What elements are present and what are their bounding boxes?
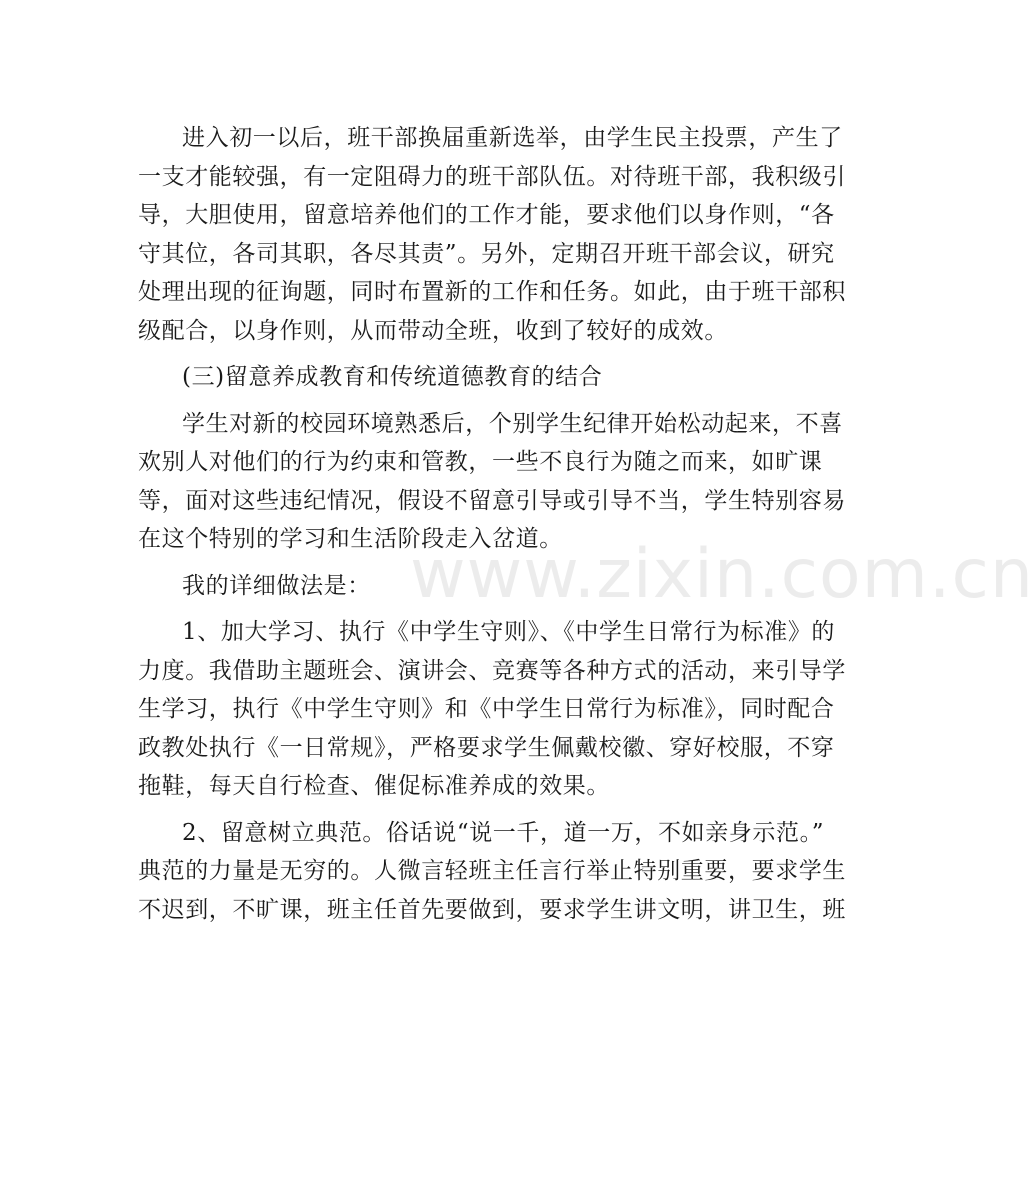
text-line: 学生对新的校园环境熟悉后，个别学生纪律开始松动起来，不喜	[182, 410, 843, 437]
text-line: 导，大胆使用，留意培养他们的工作才能，要求他们以身作则，“各	[138, 202, 835, 228]
text-line: 1、加大学习、执行《中学生守则》、《中学生日常行为标准》的	[182, 619, 836, 645]
text-line: 我的详细做法是：	[182, 572, 371, 599]
text-line: 生学习，执行《中学生守则》和《中学生日常行为标准》，同时配合	[138, 696, 835, 722]
paragraph	[138, 613, 846, 806]
text-line: 典范的力量是无穷的。人微言轻班主任言行举止特别重要，要求学生	[138, 858, 846, 884]
document-body	[138, 119, 846, 929]
watermark: www.zixin.com.cn	[410, 535, 1034, 614]
text-line: 进入初一以后，班干部换届重新选举，由学生民主投票，产生了	[182, 125, 843, 151]
text-line: 等，面对这些违纪情况，假设不留意引导或引导不当，学生特别容易	[138, 487, 846, 514]
text-line: 处理出现的征询题，同时布置新的工作和任务。如此，由于班干部积	[138, 279, 846, 305]
text-line: 不迟到，不旷课，班主任首先要做到，要求学生讲文明，讲卫生，班	[138, 896, 846, 923]
paragraph	[138, 405, 846, 559]
text-line: 在这个特别的学习和生活阶段走入岔道。	[138, 526, 563, 552]
text-line: 拖鞋，每天自行检查、催促标准养成的效果。	[138, 773, 610, 799]
paragraph	[138, 119, 846, 350]
paragraph	[138, 567, 786, 606]
text-line: 一支才能较强，有一定阻碍力的班干部队伍。对待班干部，我积级引	[138, 163, 846, 190]
text-line: (三)留意养成教育和传统道德教育的结合	[182, 364, 603, 390]
text-line: 守其位，各司其职，各尽其责”。另外，定期召开班干部会议，研究	[138, 240, 835, 267]
section-heading	[138, 358, 786, 397]
text-line: 2、留意树立典范。俗话说“说一千，道一万，不如亲身示范。”	[182, 819, 825, 846]
text-line: 力度。我借助主题班会、演讲会、竞赛等各种方式的活动，来引导学	[138, 657, 846, 684]
text-line: 级配合，以身作则，从而带动全班，收到了较好的成效。	[138, 317, 728, 344]
text-line: 政教处执行《一日常规》，严格要求学生佩戴校徽、穿好校服，不穿	[138, 734, 835, 761]
paragraph	[138, 814, 846, 930]
text-line: 欢别人对他们的行为约束和管教，一些不良行为随之而来，如旷课	[138, 449, 823, 475]
